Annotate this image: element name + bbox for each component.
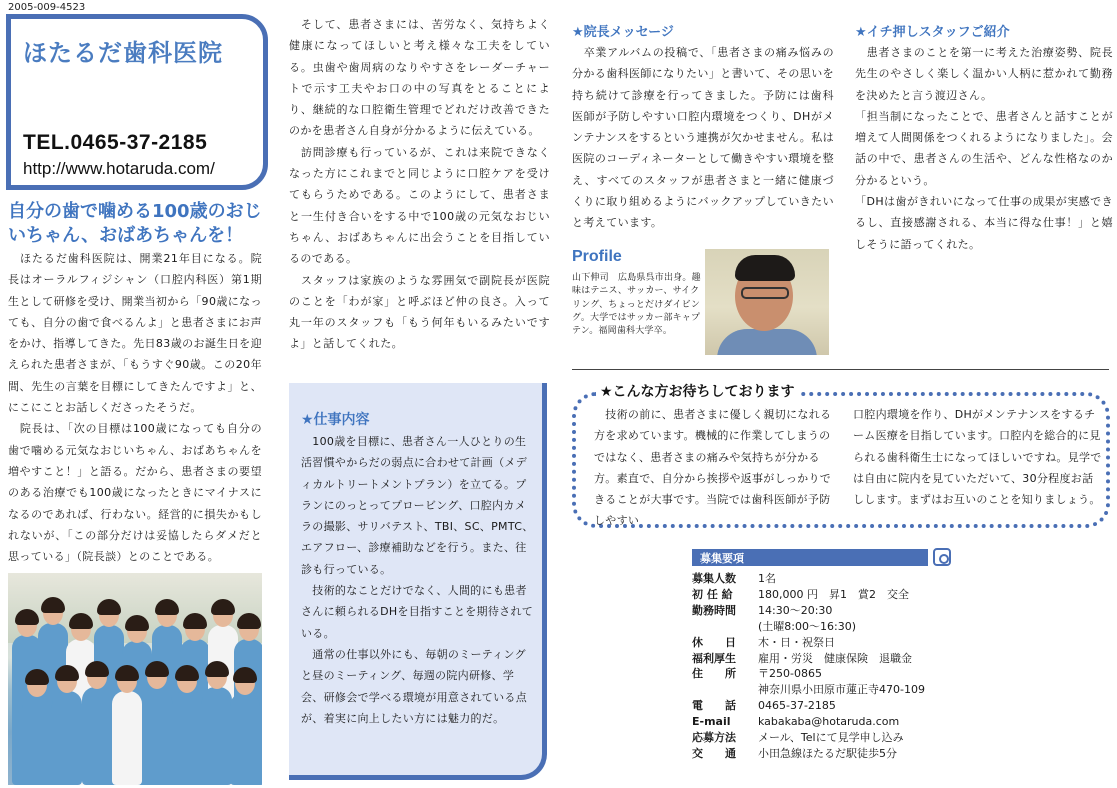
director-message-text: 卒業アルバムの投稿で、「患者さまの痛み悩みの分かる歯科医師になりたい」と書いて、その思いを持ち続けて診療を行ってきました。予防には歯科医師が予防しやすい口腔内環境をつくり、DHがメンテナンスをするという連携が欠かせません。私は医院のコーディネーターとして働きやすい環境を整え、すべてのスタッフが患者さまと一緒に健康づくりに取り組めるようにバックアップしていきたいと考えています。: [572, 46, 834, 230]
profile-title: Profile: [572, 248, 622, 265]
recruitment-row: [692, 698, 1022, 714]
photo-person: [142, 687, 172, 785]
photo-person: [230, 693, 260, 785]
recruitment-row: [692, 651, 1022, 667]
clinic-care-text: そして、患者さまには、苦労なく、気持ちよく健康になってほしいと考え様々な工夫をしている。虫歯や歯周病のなりやすさをレーダーチャートで示す工夫やお口の中の写真をとることにより、継続的な口腔衛生管理でどれだけ改善できたのかを患者さん自身が分かるように伝えている。 訪問診療も行っているが、これは来院できなくなった方にこれまでと同じように口腔ケアを受けてもらうためである。このようにして、患者さまと一生付き合いをする中で100歳の元気なおじいちゃん、おばあちゃんに出会うことを目指しているのである。 スタッフは家族のような雰囲気で副院長が医院のことを「わが家」と呼ぶほど仲の良さ。入って丸一年のスタッフも「もう何年もいるみたいですよ」と話してくれた。: [289, 18, 550, 351]
recruitment-value: 0465-37-2185: [758, 699, 836, 713]
photo-person: [82, 687, 112, 785]
staff-group-photo: [8, 573, 262, 785]
recruitment-value: メール、Telにて見学申し込み: [758, 731, 904, 745]
wanted-candidate-text-2: 口腔内環境を作り、DHがメンテナンスをするチーム医療を目指しています。口腔内を総合的に見られる歯科衛生士になってほしいですね。見学では自由に院内を見ていただいて、30分程度お話しします。まずはお互いのことを知りましょう。: [853, 408, 1102, 507]
clinic-name: ほたるだ歯科医院: [23, 39, 223, 67]
recruitment-value: 小田急線ほたるだ駅徒歩5分: [758, 746, 897, 760]
photo-person: [172, 691, 202, 785]
photo-glasses: [741, 287, 789, 299]
photo-person: [202, 687, 232, 785]
recruitment-row: [692, 635, 1022, 651]
recruitment-label: 福利厚生: [692, 651, 736, 665]
director-photo: [705, 249, 829, 355]
recruitment-label: 交 通: [692, 746, 736, 760]
clinic-telephone: TEL.0465-37-2185: [23, 131, 208, 154]
recruitment-row: [692, 619, 1022, 635]
recruitment-value: (土曜8:00〜16:30): [758, 619, 856, 633]
recruitment-label: 勤務時間: [692, 603, 736, 617]
recruitment-row: [692, 746, 1022, 762]
photo-hair: [735, 255, 795, 281]
director-message-title: ★院長メッセージ: [572, 25, 674, 40]
recruitment-table: [692, 571, 1022, 762]
job-duties-box: [289, 383, 547, 780]
job-duties-text: 100歳を目標に、患者さん一人ひとりの生活習慣やからだの弱点に合わせて計画（メディカルトリートメントプラン）を立てる。プランにのっとってプロービング、口腔内カメラの撮影、サリバテスト、TBI、SC、PMTC、エアフロー、診療補助などを行う。また、往診も行っている。 技術的なことだけでなく、人間的にも患者さんに頼られるDHを目指すことを期待されている。 通常の仕事以外にも、毎朝のミーティングと昼のミーティング、毎週の院内研修、学会、研修会で学べる環境が用意されている点が、着実に向上したい方には魅力的だ。: [301, 435, 534, 725]
clinic-url[interactable]: http://www.hotaruda.com/: [23, 159, 215, 178]
recruitment-icon: [933, 548, 951, 566]
profile-text: 山下伸司 広島県呉市出身。趣味はテニス、サッカー、サイクリング、ちょっとだけダイビング。大学ではサッカー部キャプテン。福岡歯科大学卒。: [572, 273, 701, 337]
recruitment-row: [692, 571, 1022, 587]
recruitment-row: [692, 587, 1022, 603]
recruitment-value: 180,000 円 昇1 賞2 交全: [758, 587, 909, 601]
intro-text: ほたるだ歯科医院は、開業21年目になる。院長はオーラルフィジシャン（口腔内科医）第1期生として研修を受け、開業当初から「90歳になっても、自分の歯で食べるんよ」と患者さまにお声をかけ、指導してきた。先日83歳のお誕生日を迎えられた患者さまが、「もうすぐ90歳。この20年間、先生の言葉を目標にしてきたんですよ」と、にこにことお話しくださったそうだ。 院長は、「次の目標は100歳になっても自分の歯で噛める元気なおじいちゃん、おばあちゃんを増やすこと！」と語る。だから、患者さまの要望のある治療でも100歳になったときにマイナスになるのであれば、行わない。経営的に損失かもしれないが、「この部分だけは妥協したらダメだと思っている」（院長談）とのことである。: [8, 252, 262, 564]
recruitment-value: 14:30〜20:30: [758, 603, 833, 617]
recruitment-row: [692, 714, 1022, 730]
recruitment-row: [692, 730, 1022, 746]
recruitment-label: 電 話: [692, 699, 736, 713]
document-id: 2005-009-4523: [8, 2, 86, 13]
clinic-header-box: [6, 14, 268, 190]
section-divider: [572, 369, 1109, 370]
recruitment-label: 応募方法: [692, 731, 736, 745]
article-headline: 自分の歯で噛める100歳のおじいちゃん、おばあちゃんを！: [8, 201, 262, 246]
recruitment-row: [692, 666, 1022, 682]
recruitment-label: [692, 619, 758, 635]
recruitment-row: [692, 682, 1022, 698]
photo-person: [52, 691, 82, 785]
recruitment-value: 1名: [758, 572, 776, 585]
wanted-candidate-title: ★こんな方お待ちしております: [596, 381, 799, 401]
recruitment-value[interactable]: kabakaba@hotaruda.com: [758, 715, 900, 729]
photo-shirt: [717, 329, 817, 355]
recruitment-label: 住 所: [692, 667, 736, 681]
recruitment-header: 募集要項: [692, 549, 928, 566]
recruitment-value: 神奈川県小田原市蓮正寺470-109: [758, 683, 925, 697]
job-duties-title: ★仕事内容: [301, 412, 370, 428]
photo-person: [22, 695, 52, 785]
staff-intro-title: ★イチ押しスタッフご紹介: [855, 25, 1010, 40]
staff-intro-text: 患者さまのことを第一に考えた治療姿勢、院長先生のやさしく楽しく温かい人柄に惹かれて勤務を決めたと言う渡辺さん。 「担当制になったことで、患者さんと話すことが増えて人間関係をつくれるようになりました」。会話の中で、患者さんの生活や、どんな性格なのか分かるという。 「DHは歯がきれいになって仕事の成果が実感できるし、直接感謝される、本当に得な仕事！」と嬉しそうに語ってくれた。: [855, 46, 1113, 251]
recruitment-label: 初 任 給: [692, 587, 733, 601]
recruitment-value: 〒250-0865: [758, 667, 822, 681]
recruitment-label: E-mail: [692, 715, 731, 729]
recruitment-value: 雇用・労災 健康保険 退職金: [758, 651, 912, 665]
recruitment-label: 休 日: [692, 635, 736, 649]
recruitment-row: [692, 603, 1022, 619]
wanted-candidate-text-1: 技術の前に、患者さまに優しく親切になれる方を求めています。機械的に作業してしまうのではなく、患者さまの痛みや気持ちが分かる方。素直で、自分から挨拶や返事がしっかりできることが大事です。当院では歯科医師が予防しやすい: [594, 408, 832, 528]
recruitment-label: [692, 682, 758, 698]
recruitment-label: 募集人数: [692, 572, 736, 585]
recruitment-value: 木・日・祝祭日: [758, 635, 835, 649]
photo-person: [112, 691, 142, 785]
